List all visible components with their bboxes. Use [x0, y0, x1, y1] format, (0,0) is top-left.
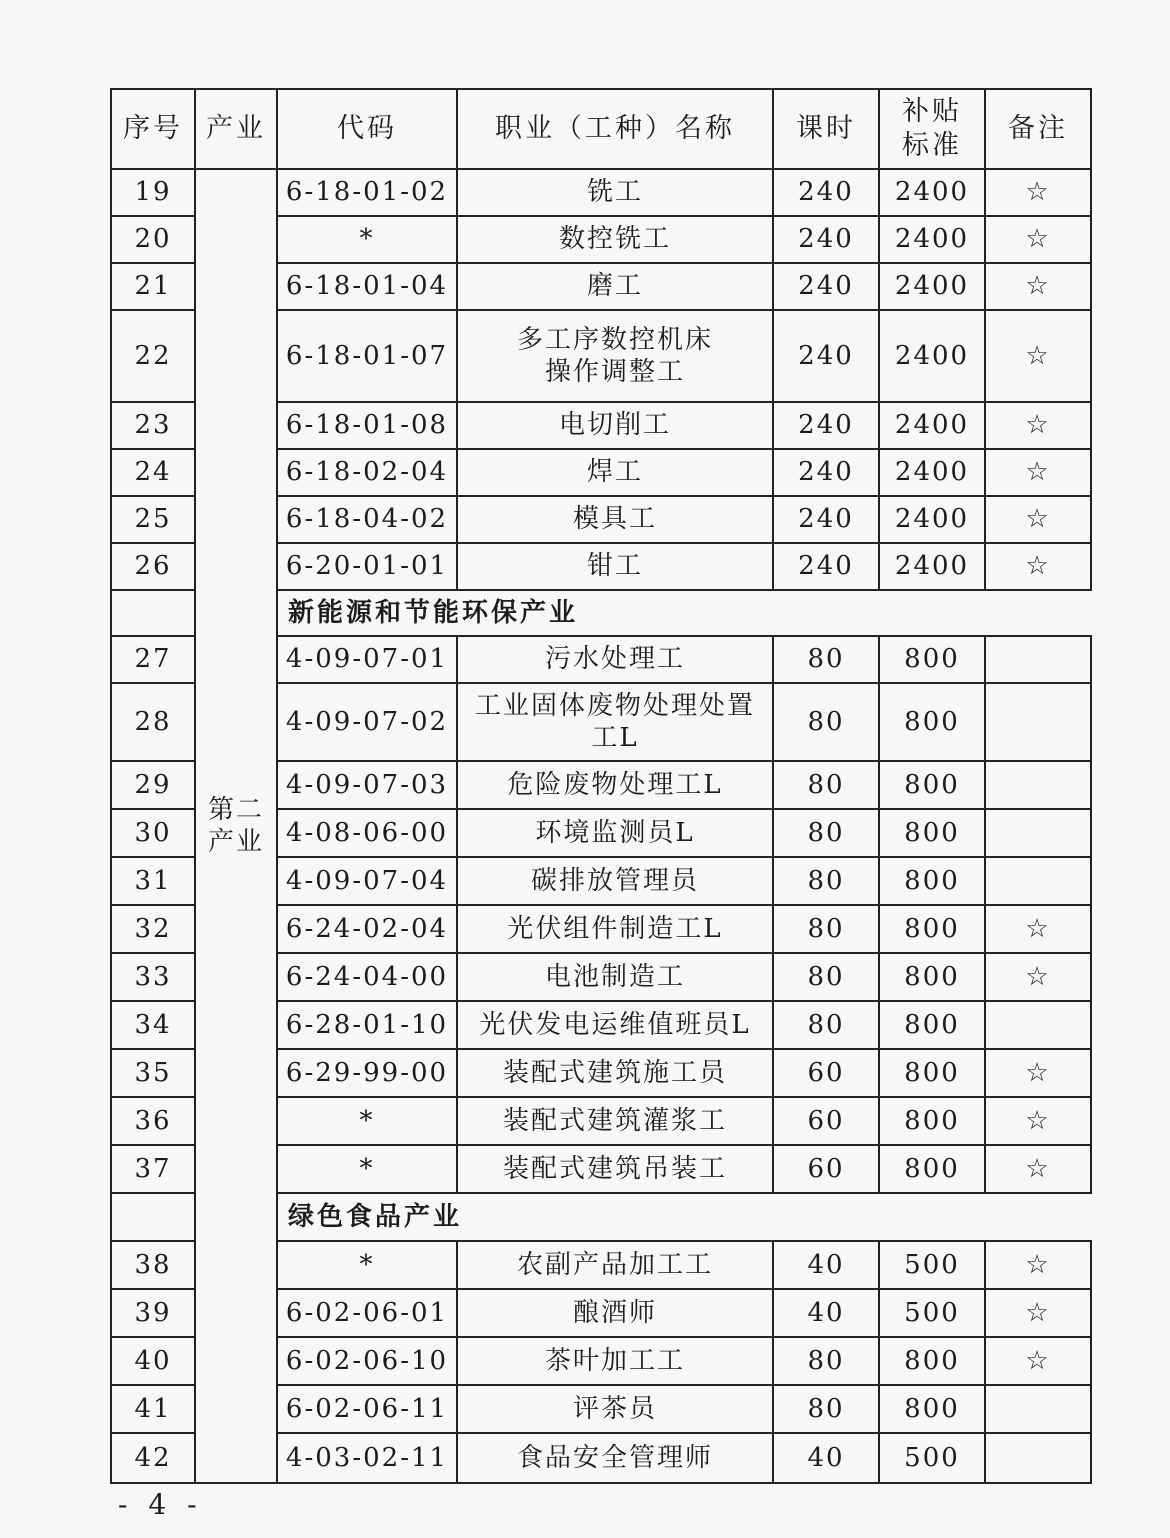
cell-name-line2: 工L	[591, 723, 639, 753]
cell-hours: 240	[773, 216, 879, 263]
cell-name: 碳排放管理员	[457, 857, 773, 905]
industry-label-line2: 产业	[207, 827, 264, 857]
cell-name: 模具工	[457, 496, 773, 543]
cell-seq: 22	[111, 310, 195, 402]
cell-hours: 80	[773, 1001, 879, 1049]
cell-subsidy: 2400	[879, 169, 985, 216]
cell-hours: 240	[773, 543, 879, 590]
cell-hours: 80	[773, 1337, 879, 1385]
cell-seq: 39	[111, 1289, 195, 1337]
header-subsidy-line2: 标准	[902, 130, 962, 161]
cell-industry	[195, 169, 277, 1483]
cell-name	[457, 683, 773, 761]
table-row	[111, 169, 1091, 216]
cell-code: 4-03-02-11	[277, 1433, 457, 1483]
cell-subsidy: 800	[879, 905, 985, 953]
cell-code: 6-18-01-02	[277, 169, 457, 216]
cell-note: ☆	[985, 543, 1091, 590]
cell-hours: 60	[773, 1049, 879, 1097]
cell-hours: 80	[773, 761, 879, 809]
cell-name: 酿酒师	[457, 1289, 773, 1337]
cell-name: 光伏发电运维值班员L	[457, 1001, 773, 1049]
cell-hours: 240	[773, 263, 879, 310]
cell-subsidy: 2400	[879, 402, 985, 449]
section-title-green-food: 绿色食品产业	[277, 1193, 1091, 1241]
section-seq-empty	[111, 1193, 195, 1241]
cell-code: *	[277, 1241, 457, 1289]
cell-name: 评茶员	[457, 1385, 773, 1433]
cell-subsidy: 2400	[879, 449, 985, 496]
cell-subsidy: 800	[879, 809, 985, 857]
cell-code: 4-09-07-04	[277, 857, 457, 905]
cell-subsidy: 800	[879, 1001, 985, 1049]
cell-seq: 38	[111, 1241, 195, 1289]
header-industry: 产业	[195, 89, 277, 169]
cell-hours: 80	[773, 809, 879, 857]
cell-note: ☆	[985, 263, 1091, 310]
industry-label-line1: 第二	[207, 794, 264, 825]
cell-name: 装配式建筑灌浆工	[457, 1097, 773, 1145]
cell-name-line2: 操作调整工	[544, 357, 685, 387]
cell-code: 6-29-99-00	[277, 1049, 457, 1097]
cell-code: 6-24-04-00	[277, 953, 457, 1001]
cell-subsidy: 800	[879, 1145, 985, 1193]
cell-name: 光伏组件制造工L	[457, 905, 773, 953]
header-hours: 课时	[773, 89, 879, 169]
cell-code: 6-02-06-01	[277, 1289, 457, 1337]
cell-seq: 24	[111, 449, 195, 496]
cell-name: 铣工	[457, 169, 773, 216]
cell-seq: 32	[111, 905, 195, 953]
cell-name: 电切削工	[457, 402, 773, 449]
cell-hours: 240	[773, 169, 879, 216]
header-name: 职业（工种）名称	[457, 89, 773, 169]
cell-name-line1: 工业固体废物处理处置	[474, 690, 755, 721]
cell-name: 装配式建筑吊装工	[457, 1145, 773, 1193]
cell-seq: 25	[111, 496, 195, 543]
cell-note: ☆	[985, 1241, 1091, 1289]
cell-subsidy: 800	[879, 1049, 985, 1097]
header-seq: 序号	[111, 89, 195, 169]
cell-code: 4-08-06-00	[277, 809, 457, 857]
cell-code: *	[277, 1145, 457, 1193]
cell-name: 磨工	[457, 263, 773, 310]
cell-seq: 36	[111, 1097, 195, 1145]
cell-note: ☆	[985, 1145, 1091, 1193]
cell-code: 6-18-01-04	[277, 263, 457, 310]
page-number: - 4 -	[118, 1488, 203, 1521]
cell-seq: 31	[111, 857, 195, 905]
cell-subsidy: 800	[879, 857, 985, 905]
cell-code: 6-28-01-10	[277, 1001, 457, 1049]
cell-seq: 19	[111, 169, 195, 216]
cell-subsidy: 800	[879, 1385, 985, 1433]
cell-hours: 60	[773, 1145, 879, 1193]
cell-hours: 40	[773, 1433, 879, 1483]
cell-note	[985, 1001, 1091, 1049]
cell-name-line1: 多工序数控机床	[516, 324, 713, 355]
cell-subsidy: 2400	[879, 216, 985, 263]
cell-subsidy: 500	[879, 1289, 985, 1337]
cell-seq: 42	[111, 1433, 195, 1483]
cell-code: 6-20-01-01	[277, 543, 457, 590]
cell-subsidy: 2400	[879, 310, 985, 402]
cell-hours: 60	[773, 1097, 879, 1145]
cell-hours: 40	[773, 1241, 879, 1289]
cell-subsidy: 800	[879, 761, 985, 809]
header-code: 代码	[277, 89, 457, 169]
cell-code: 4-09-07-03	[277, 761, 457, 809]
cell-seq: 40	[111, 1337, 195, 1385]
cell-hours: 80	[773, 905, 879, 953]
cell-name: 食品安全管理师	[457, 1433, 773, 1483]
cell-note: ☆	[985, 496, 1091, 543]
cell-seq: 29	[111, 761, 195, 809]
occupation-table	[110, 88, 1092, 1484]
cell-note	[985, 1433, 1091, 1483]
table-header-row	[111, 89, 1091, 169]
cell-note: ☆	[985, 216, 1091, 263]
cell-hours: 240	[773, 402, 879, 449]
header-note: 备注	[985, 89, 1091, 169]
cell-code: 4-09-07-02	[277, 683, 457, 761]
cell-code: *	[277, 1097, 457, 1145]
cell-hours: 80	[773, 636, 879, 683]
cell-seq: 41	[111, 1385, 195, 1433]
header-subsidy-line1: 补贴	[902, 96, 962, 128]
cell-name: 焊工	[457, 449, 773, 496]
cell-note	[985, 761, 1091, 809]
cell-note	[985, 809, 1091, 857]
cell-code: 6-18-01-08	[277, 402, 457, 449]
cell-seq: 35	[111, 1049, 195, 1097]
cell-seq: 20	[111, 216, 195, 263]
cell-subsidy: 800	[879, 683, 985, 761]
cell-hours: 240	[773, 496, 879, 543]
cell-name: 农副产品加工工	[457, 1241, 773, 1289]
section-title-new-energy: 新能源和节能环保产业	[277, 590, 1091, 636]
cell-name: 数控铣工	[457, 216, 773, 263]
cell-hours: 80	[773, 1385, 879, 1433]
header-subsidy	[879, 89, 985, 169]
cell-name: 钳工	[457, 543, 773, 590]
cell-code: 6-18-02-04	[277, 449, 457, 496]
cell-note: ☆	[985, 1097, 1091, 1145]
cell-hours: 40	[773, 1289, 879, 1337]
cell-seq: 26	[111, 543, 195, 590]
cell-note	[985, 1385, 1091, 1433]
cell-note: ☆	[985, 1289, 1091, 1337]
cell-note	[985, 683, 1091, 761]
cell-note: ☆	[985, 905, 1091, 953]
cell-code: 6-18-04-02	[277, 496, 457, 543]
cell-note	[985, 636, 1091, 683]
cell-subsidy: 2400	[879, 496, 985, 543]
cell-seq: 23	[111, 402, 195, 449]
cell-note: ☆	[985, 402, 1091, 449]
cell-note: ☆	[985, 1337, 1091, 1385]
cell-seq: 30	[111, 809, 195, 857]
cell-name: 茶叶加工工	[457, 1337, 773, 1385]
cell-name: 污水处理工	[457, 636, 773, 683]
cell-note	[985, 857, 1091, 905]
cell-name	[457, 310, 773, 402]
cell-code: 6-02-06-11	[277, 1385, 457, 1433]
cell-code: 6-02-06-10	[277, 1337, 457, 1385]
cell-subsidy: 500	[879, 1433, 985, 1483]
cell-name: 环境监测员L	[457, 809, 773, 857]
cell-subsidy: 500	[879, 1241, 985, 1289]
cell-code: 4-09-07-01	[277, 636, 457, 683]
cell-subsidy: 800	[879, 953, 985, 1001]
cell-seq: 27	[111, 636, 195, 683]
cell-hours: 240	[773, 449, 879, 496]
cell-note: ☆	[985, 1049, 1091, 1097]
cell-name: 装配式建筑施工员	[457, 1049, 773, 1097]
cell-hours: 80	[773, 953, 879, 1001]
cell-seq: 28	[111, 683, 195, 761]
cell-seq: 37	[111, 1145, 195, 1193]
cell-hours: 80	[773, 857, 879, 905]
cell-subsidy: 800	[879, 1337, 985, 1385]
cell-subsidy: 2400	[879, 543, 985, 590]
cell-seq: 33	[111, 953, 195, 1001]
cell-seq: 34	[111, 1001, 195, 1049]
cell-name: 危险废物处理工L	[457, 761, 773, 809]
cell-note: ☆	[985, 169, 1091, 216]
cell-code: 6-24-02-04	[277, 905, 457, 953]
cell-note: ☆	[985, 310, 1091, 402]
section-seq-empty	[111, 590, 195, 636]
cell-subsidy: 2400	[879, 263, 985, 310]
cell-name: 电池制造工	[457, 953, 773, 1001]
cell-note: ☆	[985, 953, 1091, 1001]
cell-hours: 240	[773, 310, 879, 402]
cell-subsidy: 800	[879, 636, 985, 683]
cell-code: 6-18-01-07	[277, 310, 457, 402]
cell-seq: 21	[111, 263, 195, 310]
cell-hours: 80	[773, 683, 879, 761]
cell-code: *	[277, 216, 457, 263]
cell-subsidy: 800	[879, 1097, 985, 1145]
cell-note: ☆	[985, 449, 1091, 496]
